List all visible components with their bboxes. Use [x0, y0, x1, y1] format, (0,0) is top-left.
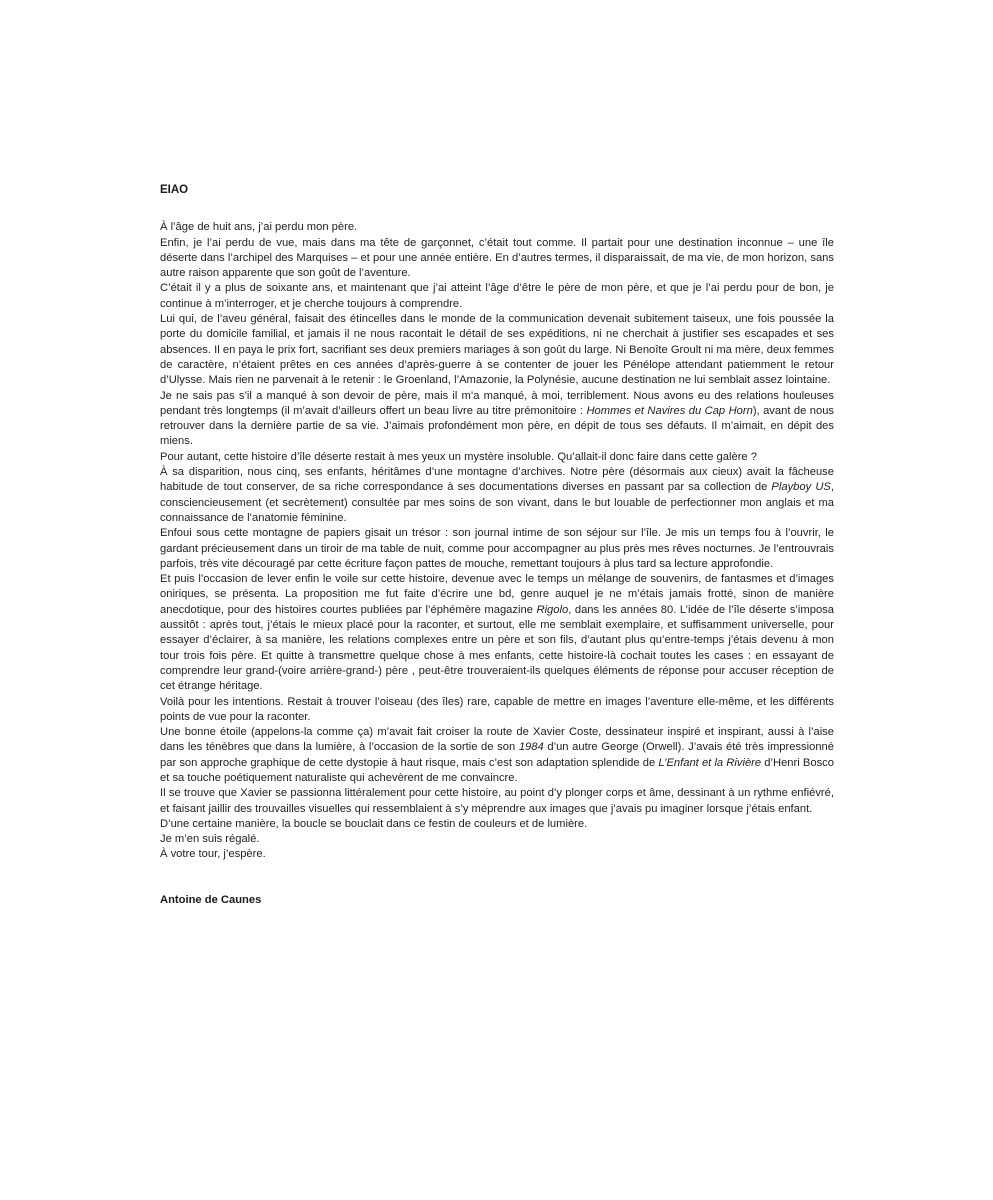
paragraph: Une bonne étoile (appelons-la comme ça) m’avait fait croiser la route de Xavier Coste, dessinateur inspiré et inspirant, aussi à l’aise dans les ténèbres que dans la lumière, à l’occasion de la sortie de son 1984 d’un autre George (Orwell). J’avais été très impressionné par son approche graphique de cette dystopie à haut risque, mais c’est son adaptation splendide de L’Enfant et la Rivière d’Henri Bosco et sa touche poétiquement naturaliste qui achevèrent de me convaincre. — [160, 726, 834, 784]
book-title: 1984 — [518, 741, 544, 754]
document-title: EIAO — [160, 184, 189, 196]
paragraph: Voilà pour les intentions. Restait à trouver l’oiseau (des îles) rare, capable de mettre en images l’aventure elle-même, et les différents points de vue pour la raconter. — [160, 695, 834, 723]
paragraph: Et puis l’occasion de lever enfin le voile sur cette histoire, devenue avec le temps un mélange de souvenirs, de fantasmes et d’images oniriques, se présenta. La proposition me fut faite d’écrire une bd, genre auquel je ne m’étais jamais frotté, sinon de manière anecdotique, pour des histoires courtes publiées par l’éphémère magazine Rigolo, dans les années 80. L’idée de l’île déserte s’imposa aussitôt : après tout, j’étais le mieux placé pour la raconter, et surtout, elle me semblait exemplaire, et suffisamment universelle, pour essayer d’éclairer, à sa manière, les relations complexes entre un père et son fils, d’autant plus qu’entre-temps j’étais devenu à mon tour trois fois père. Et quitte à transmettre quelque chose à mes enfants, cette histoire-là cochait toutes les cases : en essayant de comprendre leur grand-(voire arrière-grand-) père , peut-être trouveraient-ils quelques éléments de réponse pour accuser réception de cet étrange héritage. — [160, 573, 834, 693]
paragraph: Enfoui sous cette montagne de papiers gisait un trésor : son journal intime de son séjour sur l’île. Je mis un temps fou à l’ouvrir, le gardant précieusement dans un tiroir de ma table de nuit, comme pour accompagner au plus près mes rêves nocturnes. Je l’entrouvrais parfois, très vite découragé par cette écriture façon pattes de mouche, remettant toujours à plus tard sa lecture approfondie. — [160, 527, 834, 570]
paragraph: C’était il y a plus de soixante ans, et maintenant que j’ai atteint l’âge d’être le père de mon père, et que je l’ai perdu pour de bon, je continue à m’interroger, et je cherche toujours à comprendre. — [160, 282, 834, 310]
paragraph: À l’âge de huit ans, j’ai perdu mon père. — [160, 221, 358, 234]
paragraph: Lui qui, de l’aveu général, faisait des étincelles dans le monde de la communication devenait subitement taiseux, une fois poussée la porte du domicile familial, et jamais il ne nous racontait le détail de ses expéditions, ni ne cherchait à justifier ses escapades et ses absences. Il en paya le prix fort, sacrifiant ses deux premiers mariages à son goût du large. Ni Benoîte Groult ni ma mère, deux femmes de caractère, n’étaient prêtes en ces années d’après-guerre à se contenter de jouer les Pénélope attendant patiemment le retour d’Ulysse. Mais rien ne parvenait à le retenir : le Groenland, l’Amazonie, la Polynésie, aucune destination ne lui semblait assez lointaine. — [160, 313, 834, 387]
document-page — [160, 183, 834, 908]
book-title: Hommes et Navires du Cap Horn — [586, 404, 753, 417]
book-title: L’Enfant et la Rivière — [658, 756, 762, 769]
document-body — [160, 220, 834, 862]
magazine-title: Playboy US — [771, 481, 831, 494]
paragraph: À votre tour, j’espère. — [160, 848, 266, 861]
paragraph: Il se trouve que Xavier se passionna littéralement pour cette histoire, au point d’y plonger corps et âme, dessinant à un rythme enfiévré, et faisant jaillir des trouvailles visuelles qui ressemblaient à s’y méprendre aux images que j’avais pu imaginer lorsque j’étais enfant. — [160, 787, 834, 815]
paragraph: Enfin, je l’ai perdu de vue, mais dans ma tête de garçonnet, c’était tout comme. Il partait pour une destination inconnue – une île déserte dans l’archipel des Marquises – et pour une année entière. En d’autres termes, il disparaissait, de ma vie, de mon horizon, sans autre raison apparente que son goût de l’aventure. — [160, 236, 834, 280]
paragraph: D’une certaine manière, la boucle se bouclait dans ce festin de couleurs et de lumière. — [160, 817, 588, 830]
magazine-title: Rigolo — [536, 603, 569, 616]
author-signature: Antoine de Caunes — [160, 893, 262, 906]
paragraph: Je ne sais pas s’il a manqué à son devoir de père, mais il m’a manqué, à moi, terriblement. Nous avons eu des relations houleuses pendant très longtemps (il m’avait d’ailleurs offert un beau livre au titre prémonitoire : Hommes et Navires du Cap Horn), avant de nous retrouver dans la dernière partie de sa vie. J’aimais profondément mon père, en dépit de tous ses défauts. Il m’aimait, en dépit des miens. — [160, 389, 835, 448]
paragraph: À sa disparition, nous cinq, ses enfants, héritâmes d’une montagne d’archives. Notre père (désormais aux cieux) avait la fâcheuse habitude de tout conserver, de sa riche correspondance à ses documentations diverses en passant par sa collection de Playboy US, consciencieusement (et secrètement) consultée par mes soins de son vivant, dans le but louable de perfectionner mon anglais et ma connaissance de l’anatomie féminine. — [160, 466, 834, 524]
paragraph: Je m’en suis régalé. — [160, 833, 260, 846]
paragraph: Pour autant, cette histoire d’île déserte restait à mes yeux un mystère insoluble. Qu’allait-il donc faire dans cette galère ? — [160, 450, 757, 463]
